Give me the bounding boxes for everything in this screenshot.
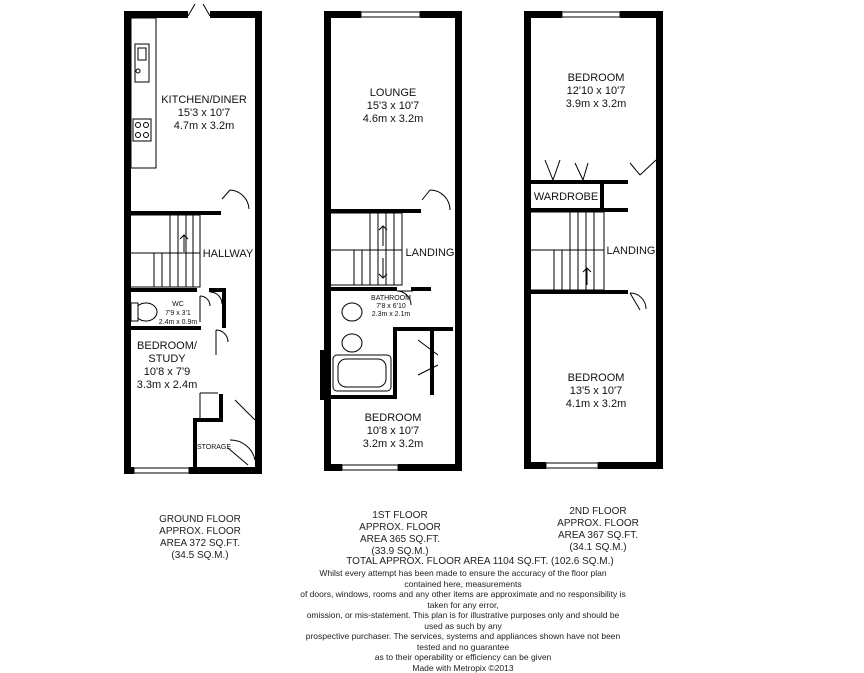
- bathroom-metric: 2.3m x 2.1m: [372, 311, 411, 318]
- disclaimer-line: Whilst every attempt has been made to ensure the accuracy of the floor plan contained here, measurements: [300, 568, 626, 589]
- ground-floor-area-3: (34.5 SQ.M.): [140, 550, 260, 562]
- total-floor-area: TOTAL APPROX. FLOOR AREA 1104 SQ.FT. (102.6 SQ.M.): [330, 556, 630, 567]
- disclaimer-line: prospective purchaser. The services, systems and appliances shown have not been tested and no guarantee: [300, 631, 626, 652]
- wc-metric: 2.4m x 0.9m: [159, 319, 198, 326]
- bedroom-study-name-1: BEDROOM/: [137, 340, 198, 352]
- first-floor-area-3: (33.9 SQ.M.): [340, 546, 460, 558]
- first-floor-area-1: APPROX. FLOOR: [340, 522, 460, 534]
- bedroom-study-imperial: 10'8 x 7'9: [144, 366, 190, 378]
- disclaimer: [300, 568, 626, 673]
- ground-floor-area-1: APPROX. FLOOR: [140, 526, 260, 538]
- first-floor-area-2: AREA 365 SQ.FT.: [340, 534, 460, 546]
- lounge-imperial: 15'3 x 10'7: [367, 100, 420, 112]
- second-floor-area-3: (34.1 SQ.M.): [538, 542, 658, 554]
- wc-name: WC: [172, 301, 184, 308]
- disclaimer-line: of doors, windows, rooms and any other items are approximate and no responsibility is taken for any error,: [300, 589, 626, 610]
- metropix-credit: Made with Metropix ©2013: [300, 663, 626, 673]
- lounge-name: LOUNGE: [370, 87, 416, 99]
- lounge-metric: 4.6m x 3.2m: [363, 113, 424, 125]
- second-floor-area-2: AREA 367 SQ.FT.: [538, 530, 658, 542]
- bedroom-2f-bottom-name: BEDROOM: [568, 372, 625, 384]
- bathroom-imperial: 7'8 x 6'10: [376, 303, 406, 310]
- wardrobe-name: WARDROBE: [534, 191, 598, 203]
- hallway-name: HALLWAY: [203, 248, 254, 260]
- second-floor-area-1: APPROX. FLOOR: [538, 518, 658, 530]
- bedroom-2f-top-metric: 3.9m x 3.2m: [566, 98, 627, 110]
- bathroom-name: BATHROOM: [371, 295, 411, 302]
- first-floor-name: 1ST FLOOR: [340, 510, 460, 522]
- ground-floor-name: GROUND FLOOR: [140, 514, 260, 526]
- first-floor-caption: [340, 510, 460, 558]
- first-floor-plan: [320, 11, 462, 471]
- bedroom-2f-top-imperial: 12'10 x 10'7: [567, 85, 626, 97]
- bedroom-study-metric: 3.3m x 2.4m: [137, 379, 198, 391]
- bedroom-2f-bottom-imperial: 13'5 x 10'7: [570, 385, 623, 397]
- disclaimer-line: omission, or mis-statement. This plan is for illustrative purposes only and should be used as such by any: [300, 610, 626, 631]
- bedroom-2f-bottom-metric: 4.1m x 3.2m: [566, 398, 627, 410]
- kitchen-imperial: 15'3 x 10'7: [178, 107, 231, 119]
- landing-2-name: LANDING: [607, 245, 656, 257]
- ground-floor-area-2: AREA 372 SQ.FT.: [140, 538, 260, 550]
- storage-name: STORAGE: [197, 444, 231, 451]
- bedroom-study-name-2: STUDY: [148, 353, 186, 365]
- ground-floor-plan: [124, 4, 262, 474]
- bedroom-1f-metric: 3.2m x 3.2m: [363, 438, 424, 450]
- second-floor-name: 2ND FLOOR: [538, 506, 658, 518]
- wc-imperial: 7'9 x 3'1: [165, 310, 191, 317]
- kitchen-name: KITCHEN/DINER: [161, 94, 247, 106]
- kitchen-metric: 4.7m x 3.2m: [174, 120, 235, 132]
- disclaimer-line: as to their operability or efficiency can be given: [300, 652, 626, 663]
- bedroom-1f-name: BEDROOM: [365, 412, 422, 424]
- bedroom-1f-imperial: 10'8 x 10'7: [367, 425, 420, 437]
- landing-1-name: LANDING: [406, 247, 455, 259]
- ground-floor-caption: [140, 514, 260, 562]
- bedroom-2f-top-name: BEDROOM: [568, 72, 625, 84]
- second-floor-caption: [538, 506, 658, 554]
